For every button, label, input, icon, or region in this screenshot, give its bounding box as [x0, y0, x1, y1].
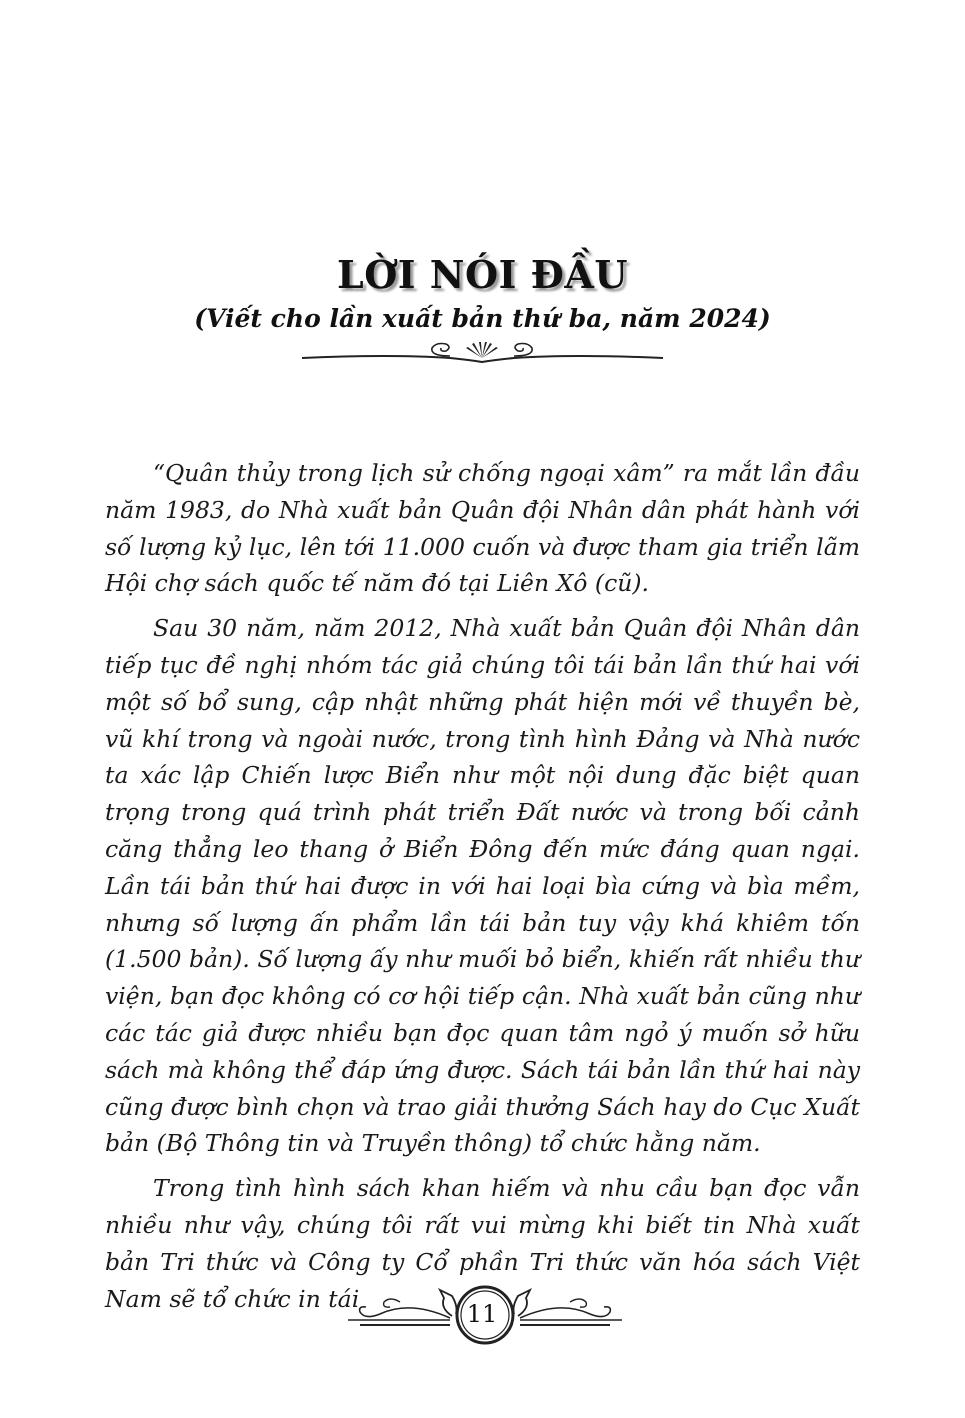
paragraph: “Quân thủy trong lịch sử chống ngoại xâm” ra mắt lần đầu năm 1983, do Nhà xuất bản Quân đội Nhân dân phát hành với số lượng kỷ lục, lên tới 11.000 cuốn và được tham gia triển lãm Hội chợ sách quốc tế năm đó tại Liên Xô (cũ). — [105, 459, 860, 598]
body-text — [105, 455, 860, 1325]
paragraph: Sau 30 năm, năm 2012, Nhà xuất bản Quân đội Nhân dân tiếp tục đề nghị nhóm tác giả chúng tôi tái bản lần thứ hai với một số bổ sung, cập nhật những phát hiện mới về thuyền bè, vũ khí trong và ngoài nước, trong tình hình Đảng và Nhà nước ta xác lập Chiến lược Biển như một nội dung đặc biệt quan trọng trong quá trình phát triển Đất nước và trong bối cảnh căng thẳng leo thang ở Biển Đông đến mức đáng quan ngại. Lần tái bản thứ hai được in với hai loại bìa cứng và bìa mềm, nhưng số lượng ấn phẩm lần tái bản tuy vậy khá khiêm tốn (1.500 bản). Số lượng ấy như muối bỏ biển, khiến rất nhiều thư viện, bạn đọc không có cơ hội tiếp cận. Nhà xuất bản cũng như các tác giả được nhiều bạn đọc quan tâm ngỏ ý muốn sở hữu sách mà không thể đáp ứng được. Sách tái bản lần thứ hai này cũng được bình chọn và trao giải thưởng Sách hay do Cục Xuất bản (Bộ Thông tin và Truyền thông) tổ chức hằng năm. — [105, 614, 860, 1158]
page-title: LỜI NÓI ĐẦU — [336, 252, 628, 297]
paragraph: Trong tình hình sách khan hiếm và nhu cầu bạn đọc vẫn nhiều như vậy, chúng tôi rất vui mừng khi biết tin Nhà xuất bản Tri thức và Công ty Cổ phần Tri thức văn hóa sách Việt Nam sẽ tổ chức in tái — [105, 1174, 860, 1313]
page-subtitle: (Viết cho lần xuất bản thứ ba, năm 2024) — [194, 304, 771, 333]
page-number: 11 — [466, 1300, 498, 1328]
ornament-divider-icon — [300, 336, 665, 366]
